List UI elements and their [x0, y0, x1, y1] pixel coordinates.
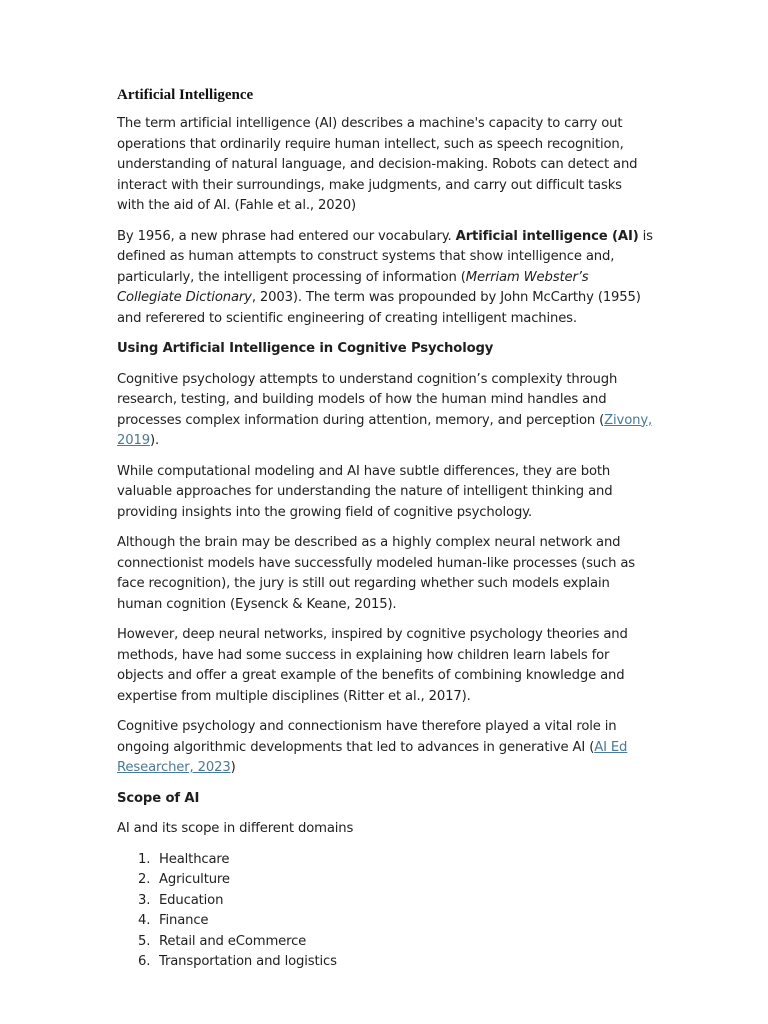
text-span: , 2003). The term was propounded by John McCarthy (1955) and referered to scientific engineering of creating intelligent machines. [117, 290, 641, 326]
list-item-label: Agriculture [159, 872, 230, 887]
text-span: is defined as human attempts to construct systems that show intelligence and, particularly, the intelligent processing of information ( [117, 228, 653, 285]
text-span: Cognitive psychology attempts to understand cognition’s complexity through research, testing, and building models of how the human mind handles and processes complex information during attention, memory, and perception ( [117, 371, 618, 428]
list-number: 5. [138, 933, 151, 949]
list-item [117, 911, 653, 932]
paragraph-ai-history [117, 227, 653, 330]
paragraph-ai-definition: The term artificial intelligence (AI) describes a machine's capacity to carry out operations that ordinarily require human intellect, such as speech recognition, understanding of natural language, and decision-making. Robots can detect and interact with their surroundings, make judgments, and carry out difficult tasks with the aid of AI. (Fahle et al., 2020) [117, 116, 638, 213]
list-item-label: Finance [159, 913, 209, 928]
italic-source: Merriam Webster’s Collegiate Dictionary [117, 269, 589, 305]
bold-term: Artificial intelligence (AI) [455, 228, 639, 244]
list-item-label: Retail and eCommerce [159, 933, 307, 949]
domain-list [117, 850, 653, 973]
list-item-label: Healthcare [159, 851, 230, 867]
paragraph-neural-networks: Although the brain may be described as a highly complex neural network and connectionist models have successfully modeled human-like processes (such as face recognition), the jury is still out regarding whether such models explain human cognition (Eysenck & Keane, 2015). [117, 535, 636, 612]
list-item [117, 850, 653, 871]
document-page [117, 84, 653, 973]
paragraph-cognitive-psychology [117, 370, 653, 452]
text-span: Cognitive psychology and connectionism have therefore played a vital role in ongoing algorithmic developments that led to advances in generative AI ( [117, 719, 617, 755]
list-item [117, 952, 653, 973]
text-span: ) [230, 760, 236, 775]
citation-link-zivony[interactable]: Zivony, 2019 [117, 412, 653, 448]
list-number: 3. [138, 892, 151, 908]
citation-link-ai-ed-researcher[interactable]: AI Ed Researcher, 2023 [117, 739, 628, 775]
list-item [117, 932, 653, 953]
paragraph-connectionism [117, 717, 653, 779]
list-item [117, 891, 653, 912]
paragraph-deep-learning: However, deep neural networks, inspired by cognitive psychology theories and methods, have had some success in explaining how children learn labels for objects and offer a great example of the benefits of combining knowledge and expertise from multiple disciplines (Ritter et al., 2017). [117, 627, 628, 704]
document-title: Artificial Intelligence [117, 87, 254, 103]
list-number: 6. [138, 954, 151, 969]
list-number: 2. [138, 872, 151, 887]
paragraph-computational-modeling: While computational modeling and AI have subtle differences, they are both valuable approaches for understanding the nature of intelligent thinking and providing insights into the growing field of cognitive psychology. [117, 463, 613, 520]
list-number: 1. [138, 851, 151, 867]
list-item-label: Transportation and logistics [159, 954, 337, 969]
list-item-label: Education [159, 892, 224, 908]
scope-intro: AI and its scope in different domains [117, 821, 354, 836]
section-heading-scope: Scope of AI [117, 790, 200, 806]
list-item [117, 870, 653, 891]
section-heading-cognitive: Using Artificial Intelligence in Cognitive Psychology [117, 341, 494, 356]
text-span: ). [149, 433, 160, 448]
list-number: 4. [138, 913, 151, 928]
text-span: By 1956, a new phrase had entered our vocabulary. [117, 228, 456, 244]
